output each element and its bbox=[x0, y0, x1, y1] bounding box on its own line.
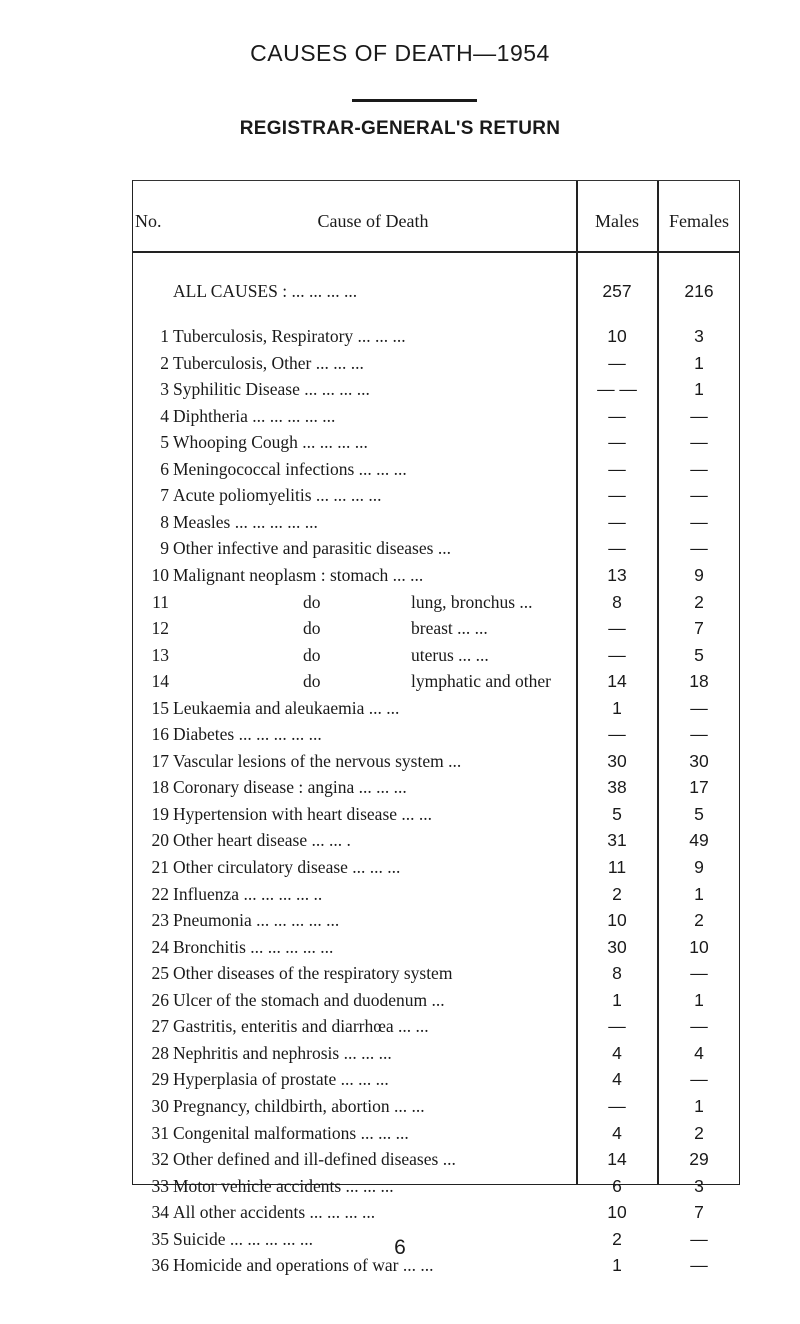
table-row bbox=[133, 963, 739, 989]
row-number: 21 bbox=[151, 857, 169, 877]
row-males: 10 bbox=[607, 326, 627, 346]
row-females: 2 bbox=[694, 1122, 704, 1143]
row-cause bbox=[173, 618, 573, 644]
row-number: 27 bbox=[151, 1016, 169, 1037]
row-males: — — bbox=[597, 379, 637, 400]
row-males: 1 bbox=[612, 697, 622, 718]
all-causes-females: 216 bbox=[684, 281, 714, 301]
row-number: 32 bbox=[151, 1149, 169, 1170]
row-number: 24 bbox=[151, 936, 169, 957]
table-row bbox=[133, 1016, 739, 1042]
row-males: 13 bbox=[607, 564, 627, 585]
table-row bbox=[133, 830, 739, 856]
row-cause: Nephritis and nephrosis ... ... ... bbox=[173, 1042, 392, 1063]
row-cause: Vascular lesions of the nervous system ... bbox=[173, 750, 462, 771]
row-site: lung, bronchus ... bbox=[411, 591, 533, 612]
header-cause: Cause of Death bbox=[317, 211, 429, 231]
table-row bbox=[133, 1069, 739, 1095]
row-females: 17 bbox=[689, 777, 709, 798]
row-males: — bbox=[608, 1016, 626, 1037]
row-number: 36 bbox=[151, 1255, 169, 1276]
row-females: — bbox=[690, 485, 708, 506]
row-number: 16 bbox=[151, 724, 169, 745]
row-number: 23 bbox=[151, 910, 169, 931]
table-row bbox=[133, 910, 739, 936]
row-females: — bbox=[690, 458, 708, 479]
table-row bbox=[133, 804, 739, 830]
row-females: 2 bbox=[694, 591, 704, 612]
row-males: — bbox=[608, 618, 626, 639]
row-ditto: do bbox=[303, 644, 321, 665]
row-females: 3 bbox=[694, 1175, 704, 1196]
row-cause bbox=[173, 592, 573, 618]
row-males: — bbox=[608, 352, 626, 373]
row-males: — bbox=[608, 405, 626, 426]
row-cause: Coronary disease : angina ... ... ... bbox=[173, 777, 407, 798]
row-number: 26 bbox=[151, 989, 169, 1010]
row-cause: Other defined and ill-defined diseases ... bbox=[173, 1149, 456, 1170]
row-cause: Other infective and parasitic diseases ... bbox=[173, 538, 451, 559]
header-no: No. bbox=[135, 211, 162, 231]
table-row bbox=[133, 884, 739, 910]
row-females: 29 bbox=[689, 1149, 709, 1170]
row-number: 1 bbox=[160, 326, 169, 346]
row-number: 18 bbox=[151, 777, 169, 798]
row-number: 6 bbox=[160, 458, 169, 479]
row-cause: Pregnancy, childbirth, abortion ... ... bbox=[173, 1095, 425, 1116]
table-row bbox=[133, 379, 739, 405]
row-males: 1 bbox=[612, 989, 622, 1010]
row-males: 11 bbox=[607, 857, 627, 877]
page-number: 6 bbox=[394, 1236, 406, 1259]
row-number: 28 bbox=[151, 1042, 169, 1063]
row-females: — bbox=[690, 432, 708, 453]
row-females: 10 bbox=[689, 936, 709, 957]
row-number: 20 bbox=[151, 830, 169, 851]
row-number: 10 bbox=[151, 564, 169, 585]
row-cause: Other heart disease ... ... . bbox=[173, 830, 351, 851]
row-cause: Gastritis, enteritis and diarrhœa ... ... bbox=[173, 1016, 429, 1037]
table-row bbox=[133, 857, 739, 883]
table-row bbox=[133, 937, 739, 963]
row-males: 4 bbox=[612, 1042, 622, 1063]
row-cause: Leukaemia and aleukaemia ... ... bbox=[173, 697, 400, 718]
row-cause: Hyperplasia of prostate ... ... ... bbox=[173, 1069, 389, 1090]
row-females: — bbox=[690, 511, 708, 532]
row-females: 18 bbox=[689, 671, 709, 692]
row-females: — bbox=[690, 963, 708, 984]
table-row bbox=[133, 1202, 739, 1228]
row-cause: Pneumonia ... ... ... ... ... bbox=[173, 910, 340, 931]
row-males: 8 bbox=[612, 963, 622, 984]
row-females: — bbox=[690, 538, 708, 559]
table-row bbox=[133, 326, 739, 352]
row-number: 34 bbox=[151, 1202, 169, 1223]
row-number: 25 bbox=[151, 963, 169, 984]
table-row bbox=[133, 1043, 739, 1069]
row-number: 5 bbox=[160, 432, 169, 453]
table-row bbox=[133, 432, 739, 458]
row-number: 35 bbox=[151, 1228, 169, 1249]
row-cause: Other circulatory disease ... ... ... bbox=[173, 857, 401, 877]
row-number: 3 bbox=[160, 379, 169, 400]
table-row bbox=[133, 353, 739, 379]
row-females: — bbox=[690, 724, 708, 745]
row-females: — bbox=[690, 1255, 708, 1276]
row-number: 4 bbox=[160, 405, 169, 426]
row-females: 30 bbox=[689, 750, 709, 771]
row-males: — bbox=[608, 644, 626, 665]
row-site: breast ... ... bbox=[411, 618, 488, 639]
row-number: 9 bbox=[160, 538, 169, 559]
row-females: 5 bbox=[694, 803, 704, 824]
row-females: 49 bbox=[689, 830, 709, 851]
row-cause bbox=[173, 671, 573, 697]
row-ditto: do bbox=[303, 618, 321, 639]
row-number: 30 bbox=[151, 1095, 169, 1116]
row-males: 14 bbox=[607, 1149, 627, 1170]
row-number: 31 bbox=[151, 1122, 169, 1143]
row-number: 15 bbox=[151, 697, 169, 718]
row-number: 12 bbox=[151, 618, 169, 639]
row-number: 19 bbox=[151, 803, 169, 824]
row-males: — bbox=[608, 432, 626, 453]
row-number: 14 bbox=[151, 671, 169, 692]
row-cause: Suicide ... ... ... ... ... bbox=[173, 1228, 313, 1249]
row-cause: Ulcer of the stomach and duodenum ... bbox=[173, 989, 445, 1010]
row-females: — bbox=[690, 1228, 708, 1249]
table-row bbox=[133, 538, 739, 564]
row-number: 33 bbox=[151, 1175, 169, 1196]
row-site: lymphatic and other bbox=[411, 671, 551, 692]
row-number: 11 bbox=[152, 591, 169, 612]
row-number: 8 bbox=[160, 511, 169, 532]
row-males: 6 bbox=[612, 1175, 622, 1196]
row-males: 4 bbox=[612, 1069, 622, 1090]
row-number: 17 bbox=[151, 750, 169, 771]
row-cause: Diphtheria ... ... ... ... ... bbox=[173, 405, 336, 426]
row-females: 5 bbox=[694, 644, 704, 665]
row-females: 3 bbox=[694, 326, 704, 346]
row-number: 22 bbox=[151, 883, 169, 904]
row-cause: Diabetes ... ... ... ... ... bbox=[173, 724, 322, 745]
row-females: — bbox=[690, 1069, 708, 1090]
row-site: uterus ... ... bbox=[411, 644, 489, 665]
table-row bbox=[133, 512, 739, 538]
row-number: 7 bbox=[160, 485, 169, 506]
row-females: 7 bbox=[694, 618, 704, 639]
table-row bbox=[133, 1123, 739, 1149]
all-causes-males: 257 bbox=[602, 281, 632, 301]
row-cause: Syphilitic Disease ... ... ... ... bbox=[173, 379, 370, 400]
row-number: 29 bbox=[151, 1069, 169, 1090]
table-row bbox=[133, 565, 739, 591]
row-females: 2 bbox=[694, 910, 704, 931]
row-cause: Other diseases of the respiratory system bbox=[173, 963, 453, 984]
row-number: 13 bbox=[151, 644, 169, 665]
row-females: — bbox=[690, 697, 708, 718]
row-males: 10 bbox=[607, 1202, 627, 1223]
row-males: 10 bbox=[607, 910, 627, 931]
row-females: 4 bbox=[694, 1042, 704, 1063]
row-males: — bbox=[608, 724, 626, 745]
row-males: — bbox=[608, 1095, 626, 1116]
header-males: Males bbox=[595, 211, 639, 231]
row-males: 38 bbox=[607, 777, 627, 798]
table-row bbox=[133, 459, 739, 485]
table-row bbox=[133, 990, 739, 1016]
all-causes-row bbox=[133, 281, 739, 307]
row-males: — bbox=[608, 485, 626, 506]
row-cause: Malignant neoplasm : stomach ... ... bbox=[173, 564, 424, 585]
row-males: — bbox=[608, 458, 626, 479]
page-title: CAUSES OF DEATH—1954 bbox=[250, 40, 550, 66]
row-cause: Meningococcal infections ... ... ... bbox=[173, 458, 407, 479]
row-males: 31 bbox=[607, 830, 627, 851]
row-males: 2 bbox=[612, 883, 622, 904]
row-ditto: do bbox=[303, 591, 321, 612]
row-number: 2 bbox=[160, 352, 169, 373]
row-females: 7 bbox=[694, 1202, 704, 1223]
table-row bbox=[133, 618, 739, 644]
row-females: 1 bbox=[694, 1095, 704, 1116]
header-divider bbox=[133, 251, 739, 253]
row-cause: Bronchitis ... ... ... ... ... bbox=[173, 936, 334, 957]
row-males: 5 bbox=[612, 803, 622, 824]
row-males: 30 bbox=[607, 750, 627, 771]
row-females: — bbox=[690, 1016, 708, 1037]
table-row bbox=[133, 645, 739, 671]
row-cause: Acute poliomyelitis ... ... ... ... bbox=[173, 485, 382, 506]
row-males: 2 bbox=[612, 1228, 622, 1249]
all-causes-label: ALL CAUSES : ... ... ... ... bbox=[173, 281, 358, 301]
row-females: 1 bbox=[694, 379, 704, 400]
header-females: Females bbox=[669, 211, 729, 231]
row-females: — bbox=[690, 405, 708, 426]
table-row bbox=[133, 1096, 739, 1122]
table-row bbox=[133, 671, 739, 697]
table-row bbox=[133, 777, 739, 803]
row-males: 1 bbox=[612, 1255, 622, 1276]
causes-table bbox=[132, 180, 740, 1276]
row-cause: Hypertension with heart disease ... ... bbox=[173, 803, 433, 824]
row-cause: Homicide and operations of war ... ... bbox=[173, 1255, 434, 1276]
table-row bbox=[133, 724, 739, 750]
row-ditto: do bbox=[303, 671, 321, 692]
table-row bbox=[133, 698, 739, 724]
table-row bbox=[133, 406, 739, 432]
row-cause: All other accidents ... ... ... ... bbox=[173, 1202, 376, 1223]
table-row bbox=[133, 485, 739, 511]
row-females: 1 bbox=[694, 883, 704, 904]
row-females: 1 bbox=[694, 989, 704, 1010]
row-males: — bbox=[608, 511, 626, 532]
row-females: 9 bbox=[694, 564, 704, 585]
row-males: 14 bbox=[607, 671, 627, 692]
row-cause bbox=[173, 645, 573, 671]
row-cause: Motor vehicle accidents ... ... ... bbox=[173, 1175, 394, 1196]
row-females: 1 bbox=[694, 352, 704, 373]
table-row bbox=[133, 1176, 739, 1202]
table-row bbox=[133, 1149, 739, 1175]
table-row bbox=[133, 592, 739, 618]
table-row bbox=[133, 751, 739, 777]
row-females: 9 bbox=[694, 857, 704, 877]
row-males: 30 bbox=[607, 936, 627, 957]
row-cause: Whooping Cough ... ... ... ... bbox=[173, 432, 368, 453]
row-cause: Influenza ... ... ... ... .. bbox=[173, 883, 323, 904]
title-underline bbox=[352, 99, 477, 102]
row-cause: Tuberculosis, Other ... ... ... bbox=[173, 352, 364, 373]
row-cause: Tuberculosis, Respiratory ... ... ... bbox=[173, 326, 406, 346]
page-subtitle: REGISTRAR-GENERAL'S RETURN bbox=[239, 118, 561, 139]
row-cause: Congenital malformations ... ... ... bbox=[173, 1122, 409, 1143]
row-males: 4 bbox=[612, 1122, 622, 1143]
row-males: 8 bbox=[612, 591, 622, 612]
row-males: — bbox=[608, 538, 626, 559]
row-cause: Measles ... ... ... ... ... bbox=[173, 511, 318, 532]
